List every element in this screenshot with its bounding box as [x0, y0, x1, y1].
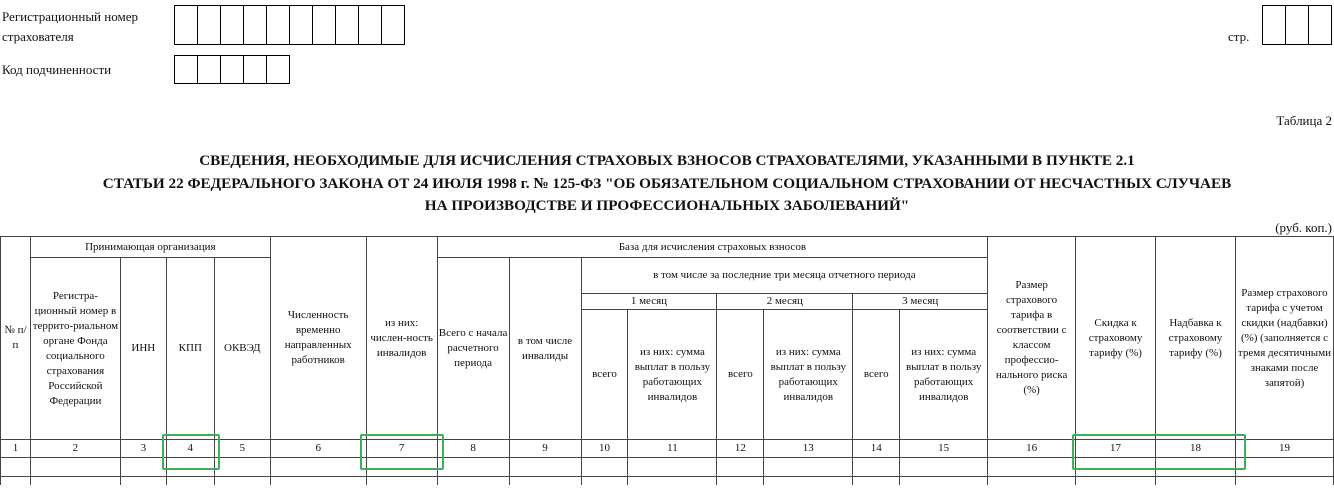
column-number: 15: [900, 440, 988, 458]
month-2-header: 2 месяц: [717, 294, 853, 310]
col-header-headcount: Численность временно направленных работников: [270, 237, 366, 440]
col-header-m3-total: всего: [853, 310, 900, 440]
column-number: 2: [30, 440, 120, 458]
col-header-m1-disabled-payments: из них: сумма выплат в пользу работающих инвалидов: [628, 310, 717, 440]
col-header-m1-total: всего: [581, 310, 628, 440]
col-header-discount: Скидка к страховому тарифу (%): [1076, 237, 1156, 440]
column-number: 4: [166, 440, 214, 458]
units-label: (руб. коп.): [1275, 220, 1332, 235]
table-label: Таблица 2: [1276, 113, 1332, 128]
subordination-label: Код подчиненности: [2, 62, 112, 77]
col-header-m2-disabled-payments: из них: сумма выплат в пользу работающих инвалидов: [764, 310, 853, 440]
group-last-three-months: в том числе за последние три месяца отчетного периода: [581, 258, 988, 294]
col-header-m2-total: всего: [717, 310, 764, 440]
column-number: 10: [581, 440, 628, 458]
table-row: [1, 477, 1334, 486]
col-header-inn: ИНН: [120, 258, 166, 440]
column-number: 19: [1235, 440, 1333, 458]
title-line-2: СТАТЬИ 22 ФЕДЕРАЛЬНОГО ЗАКОНА ОТ 24 ИЮЛЯ 1998 г. № 125-ФЗ "ОБ ОБЯЗАТЕЛЬНОМ СОЦИАЛЬНОМ СТРАХОВАНИИ ОТ НЕСЧАСТНЫХ СЛУЧАЕВ: [102, 175, 1232, 192]
column-number: 7: [366, 440, 437, 458]
column-number: 5: [214, 440, 270, 458]
col-header-tariff: Размер страхового тарифа в соответствии с классом профессио-нального риска (%): [988, 237, 1076, 440]
column-number: 18: [1156, 440, 1236, 458]
column-number: 11: [628, 440, 717, 458]
column-number: 12: [717, 440, 764, 458]
reg-number-label: Регистрационный номер страхователя: [2, 9, 138, 44]
col-header-reg-number: Регистра-ционный номер в террито-риальном органе Фонда социального страхования Российской Федерации: [30, 258, 120, 440]
col-header-disabled-incl: в том числе инвалиды: [509, 258, 581, 440]
column-number: 3: [120, 440, 166, 458]
column-number: 1: [1, 440, 31, 458]
col-header-m3-disabled-payments: из них: сумма выплат в пользу работающих инвалидов: [900, 310, 988, 440]
subordination-code-field[interactable]: [174, 55, 290, 84]
month-1-header: 1 месяц: [581, 294, 717, 310]
col-header-number: № п/п: [1, 237, 31, 440]
title-line-1: СВЕДЕНИЯ, НЕОБХОДИМЫЕ ДЛЯ ИСЧИСЛЕНИЯ СТРАХОВЫХ ВЗНОСОВ СТРАХОВАТЕЛЯМИ, УКАЗАННЫМИ В ПУНКТЕ 2.1: [199, 152, 1135, 169]
col-header-total-start: Всего с начала расчетного периода: [437, 258, 509, 440]
column-number: 13: [764, 440, 853, 458]
column-number: 6: [270, 440, 366, 458]
column-number: 9: [509, 440, 581, 458]
column-number: 16: [988, 440, 1076, 458]
highlight-discount-surcharge-columns: [1072, 434, 1246, 470]
highlight-disabled-count-column: [360, 434, 444, 470]
column-number: 14: [853, 440, 900, 458]
col-header-kpp: КПП: [166, 258, 214, 440]
column-number: 8: [437, 440, 509, 458]
page-label: стр.: [1228, 29, 1250, 44]
group-contribution-base: База для исчисления страховых взносов: [437, 237, 988, 258]
col-header-tariff-adjusted: Размер страхового тарифа с учетом скидки (надбавки) (%) (заполняется с тремя десятичными знаками после запятой): [1235, 237, 1333, 440]
highlight-kpp-column: [162, 434, 220, 470]
month-3-header: 3 месяц: [853, 294, 988, 310]
title-line-3: НА ПРОИЗВОДСТВЕ И ПРОФЕССИОНАЛЬНЫХ ЗАБОЛЕВАНИЙ": [424, 197, 910, 214]
page-number-field[interactable]: [1262, 5, 1332, 45]
column-number: 17: [1076, 440, 1156, 458]
reg-number-field[interactable]: [174, 5, 405, 45]
col-header-surcharge: Надбавка к страховому тарифу (%): [1156, 237, 1236, 440]
group-receiving-org: Принимающая организация: [30, 237, 270, 258]
col-header-disabled-count: из них: числен-ность инвалидов: [366, 237, 437, 440]
col-header-okved: ОКВЭД: [214, 258, 270, 440]
